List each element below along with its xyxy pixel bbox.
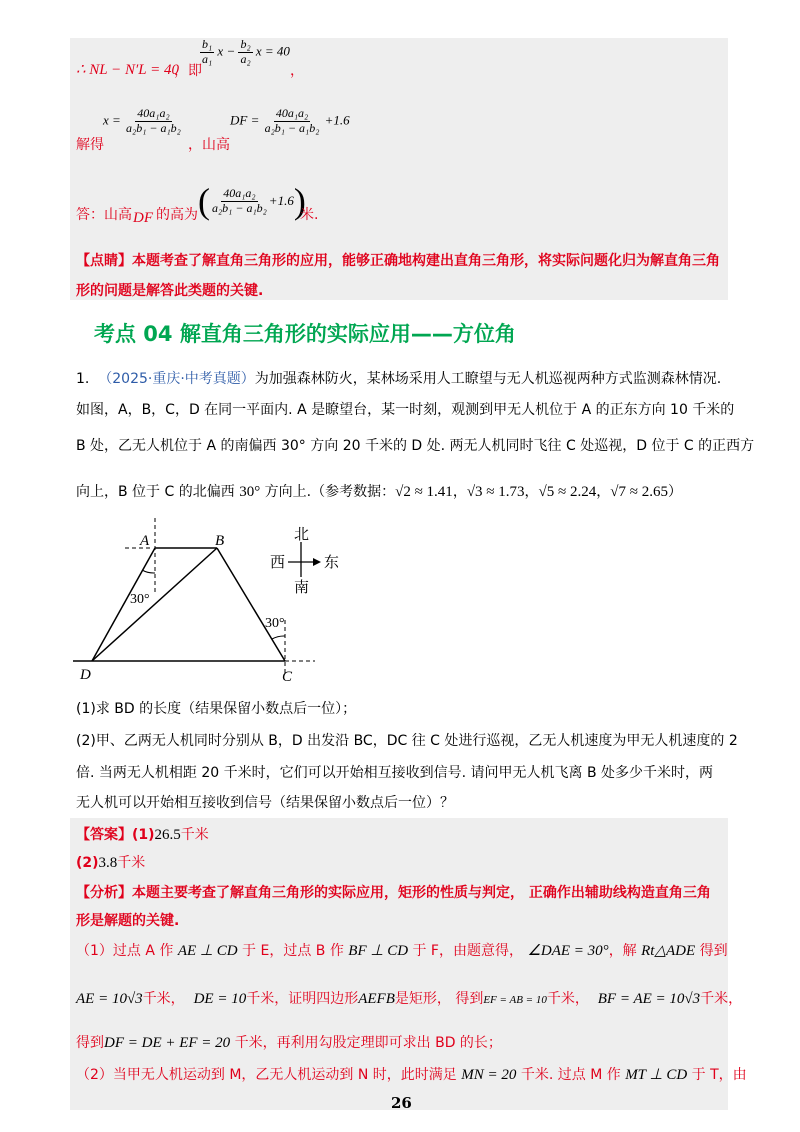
east-arrow-icon [313, 558, 321, 566]
question-2-line-2: 倍. 当两无人机相距 20 千米时，它们可以开始相互接收到信号. 请问甲无人机飞离 B 处多少千米时，两 [76, 765, 714, 781]
answer-label-line: 【答案】(1)26.5千米 [76, 827, 209, 843]
answer-prefix: 答：山高 [76, 207, 132, 223]
question-2-line-1: (2)甲、乙两无人机同时分别从 B，D 出发沿 BC，DC 往 C 处进行巡视，乙无人机速度为甲无人机速度的 2 [76, 733, 738, 749]
jiede-text: 解得 [76, 137, 104, 153]
dianjing-line-2: 形的问题是解答此类题的关键. [76, 283, 264, 299]
compass-north: 北 [294, 525, 310, 543]
section-heading: 考点 04 解直角三角形的实际应用——方位角 [94, 322, 516, 346]
compass-south: 南 [294, 578, 310, 596]
question-2-line-3: 无人机可以开始相互接收到信号（结果保留小数点后一位）？ [76, 795, 454, 811]
answer-2-line: (2)3.8千米 [76, 855, 146, 871]
step-1-line-1: （1）过点 A 作 AE ⊥ CD 于 E，过点 B 作 BF ⊥ CD 于 F，由题意得， ∠DAE = 30°，解 Rt△ADE 得到 [76, 943, 728, 959]
problem-line-1: 1. （2025·重庆·中考真题）为加强森林防火，某林场采用人工瞭望与无人机巡视两种方式监测森林情况. [76, 371, 722, 387]
page-number: 26 [391, 1094, 412, 1112]
problem-line-3: B 处，乙无人机位于 A 的南偏西 30° 方向 20 千米的 D 处. 两无人机同时飞往 C 处巡视，D 位于 C 的正西方 [76, 438, 755, 454]
step-1-line-3: 得到DF = DE + EF = 20 千米，再利用勾股定理即可求出 BD 的长； [76, 1035, 502, 1051]
answer-mid: 的高为 [156, 207, 198, 223]
comma-text: ， [290, 63, 304, 79]
problem-source: （2025·重庆·中考真题） [98, 371, 255, 387]
compass-east: 东 [324, 553, 340, 571]
df-solution: DF = $\frac{\text{40a₁a₂}}{\text{a₂b₁ − a₁b₂}}$ +1.6 [230, 106, 350, 135]
analysis-line-1: 【分析】本题主要考查了解直角三角形的实际应用，矩形的性质与判定， 正确作出辅助线构造直角三角 [76, 885, 711, 901]
angle-c-label: 30° [265, 616, 285, 631]
problem-line-4: 向上，B 位于 C 的北偏西 30° 方向上.（参考数据：√2 ≈ 1.41，√3 ≈ 1.73，√5 ≈ 2.24，√7 ≈ 2.65） [76, 484, 682, 500]
x-solution: x = $\frac{\text{40a₁a₂}}{\text{a₂b₁ − a₁b₂}}$ [103, 106, 181, 135]
label-b: B [215, 533, 225, 549]
label-d: D [80, 667, 91, 683]
compass-rose [268, 522, 348, 597]
dianjing-line-1: 【点睛】本题考查了解直角三角形的应用，能够正确地构建出直角三角形，将实际问题化归为解直角三角 [76, 253, 720, 269]
compass-west: 西 [270, 553, 286, 571]
question-1: (1)求 BD 的长度（结果保留小数点后一位）； [76, 701, 357, 717]
answer-expression: ( $\frac{\text{40a₁a₂}}{\text{a₂b₁ − a₁b₂}}$ +1.6) [198, 181, 306, 221]
angle-a-label: 30° [130, 592, 150, 607]
label-a: A [140, 533, 150, 549]
problem-number: 1. [76, 371, 90, 387]
therefore-line: ∴ NL − N′L = 40 [76, 62, 179, 78]
problem-line-2: 如图，A，B，C，D 在同一平面内. A 是瞭望台，某一时刻，观测到甲无人机位于 A 的正东方向 10 千米的 [76, 402, 735, 418]
ji-text: ，即 [174, 63, 202, 79]
analysis-line-2: 形是解题的关键. [76, 913, 180, 929]
step-1-line-2: AE = 10√3千米， DE = 10千米，证明四边形AEFB是矩形， 得到EF = AB = 10千米， BF = AE = 10√3千米， [76, 991, 743, 1007]
answer-df: DF [133, 210, 153, 226]
answer-suffix: 米. [300, 207, 319, 223]
shangao-text: ，山高 [188, 137, 230, 153]
label-c: C [282, 669, 293, 685]
step-2-line-1: （2）当甲无人机运动到 M，乙无人机运动到 N 时，此时满足 MN = 20 千米. 过点 M 作 MT ⊥ CD 于 T，由 [76, 1067, 747, 1083]
equation-1: $\frac{\text{b₁}}{\text{a₁}}$ x − $\frac{\text{b₂}}{\text{a₂}}$ x = 40 [202, 37, 290, 66]
